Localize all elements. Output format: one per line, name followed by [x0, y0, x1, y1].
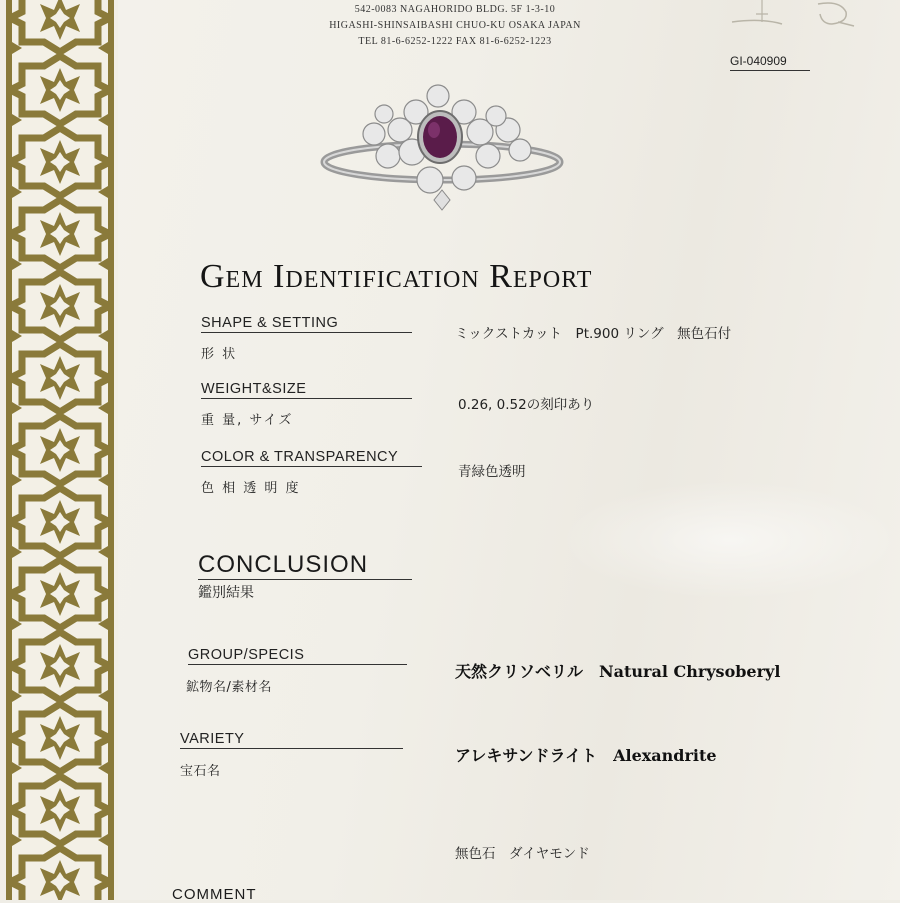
group-species-value: 天然クリソベリル Natural Chrysoberyl: [455, 662, 781, 681]
shape-setting-label: SHAPE & SETTING: [201, 315, 412, 333]
variety-label-jp: 宝石名: [180, 764, 221, 779]
weight-size-label: WEIGHT&SIZE: [201, 381, 412, 399]
color-transparency-label: COLOR & TRANSPARENCY: [201, 449, 422, 467]
address-line-2: HIGASHI-SHINSAIBASHI CHUO-KU OSAKA JAPAN: [329, 20, 581, 31]
shape-setting-label-jp: 形 状: [201, 347, 238, 362]
lab-logo-icon: [722, 0, 872, 30]
group-species-label: GROUP/SPECIS: [188, 647, 407, 665]
conclusion-heading: CONCLUSION: [198, 551, 412, 580]
color-transparency-label-jp: 色 相 透 明 度: [201, 481, 301, 496]
geometric-pattern-icon: [6, 0, 114, 900]
decorative-border: [0, 0, 118, 900]
comment-label: COMMENT: [172, 886, 257, 903]
accessory-stone-value: 無色石 ダイヤモンド: [455, 846, 590, 862]
color-transparency-value: 青緑色透明: [458, 464, 526, 480]
conclusion-heading-jp: 鑑別結果: [198, 585, 254, 601]
group-species-label-jp: 鉱物名/素材名: [186, 680, 272, 695]
address-line-1: 542-0083 NAGAHORIDO BLDG. 5F 1-3-10: [354, 4, 556, 15]
report-number: GI-040909: [730, 54, 810, 71]
weight-size-label-jp: 重 量, サイズ: [201, 413, 294, 428]
report-title: Gem Identification Report: [200, 258, 593, 295]
variety-label: VARIETY: [180, 731, 403, 749]
variety-value: アレキサンドライト Alexandrite: [455, 746, 717, 765]
shape-setting-value: ミックストカット Pt.900 リング 無色石付: [455, 326, 732, 342]
address-line-3: TEL 81-6-6252-1222 FAX 81-6-6252-1223: [358, 36, 552, 47]
weight-size-value: 0.26, 0.52の刻印あり: [458, 397, 595, 413]
light-glare: [560, 480, 900, 600]
ring-photo: [312, 82, 572, 212]
